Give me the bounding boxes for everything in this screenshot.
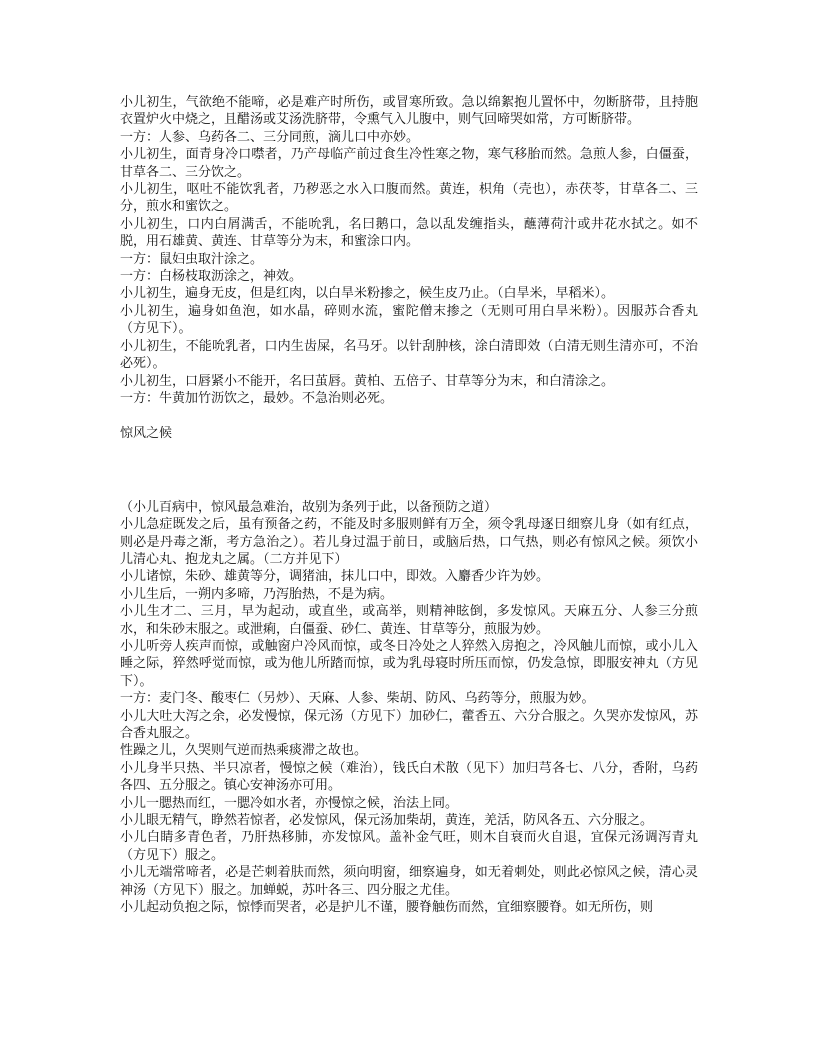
paragraph: 一方：白杨枝取沥涂之，神效。 bbox=[120, 269, 303, 285]
paragraph: 小儿生才二、三月，早为起动，或直坐，或高举，则精神眩倒，多发惊风。天麻五分、人参三分煎水，和朱砂末服之。或泄痢，白僵蚕、砂仁、黄连、甘草等分，煎服为妙。 bbox=[120, 604, 698, 637]
paragraph: 小儿起动负抱之际，惊悸而哭者，必是护儿不谨，腰脊触伤而然，宜细察腰脊。如无所伤，则 bbox=[120, 900, 654, 916]
paragraph: 小儿无端常啼者，必是芒刺着肤而然，须向明窗，细察遍身，如无着刺处，则此必惊风之候，清心灵神汤（方见下）服之。加蝉蜕，苏叶各三、四分服之尤佳。 bbox=[120, 865, 698, 898]
paragraph: 一方：人参、乌药各二、三分同煎，滴儿口中亦妙。 bbox=[120, 129, 420, 145]
paragraph: 小儿急症既发之后，虽有预备之药，不能及时多服则鲜有万全，须令乳母逐日细察儿身（如有红点，则必是丹毒之渐，考方急治之）。若儿身过温于前日，或脑后热，口气热，则必有惊风之候。须饮小儿清心丸、抱龙丸之属。（二方并见下） bbox=[120, 517, 698, 567]
paragraph: 小儿初生，呕吐不能饮乳者，乃秽恶之水入口腹而然。黄连，枳角（壳也），赤茯苓，甘草各二、三分，煎水和蜜饮之。 bbox=[120, 182, 698, 215]
document-page bbox=[120, 94, 698, 916]
paragraph: 小儿听旁人疾声而惊，或触窗户冷风而惊，或冬日冷处之人猝然入房抱之，冷风触儿而惊，或小儿入睡之际，猝然呼觉而惊，或为他儿所踏而惊，或为乳母寝时所压而惊，仍发急惊，即服安神丸（方见下）。 bbox=[120, 638, 698, 689]
paragraph: 小儿一腮热而红，一腮冷如水者，亦慢惊之候，治法上同。 bbox=[120, 795, 459, 811]
paragraph: 小儿白睛多青色者，乃肝热移肺，亦发惊风。盖补金气旺，则木自衰而火自退，宜保元汤调泻青丸（方见下）服之。 bbox=[120, 830, 698, 863]
paragraph: 小儿诸惊，朱砂、雄黄等分，调猪油，抹儿口中，即效。入麝香少许为妙。 bbox=[120, 569, 550, 585]
paragraph: 小儿眼无精气，睁然若惊者，必发惊风，保元汤加柴胡，黄连，羌活，防风各五、六分服之。 bbox=[120, 813, 654, 829]
paragraph: 小儿初生，气欲绝不能啼，必是难产时所伤，或冒寒所致。急以绵絮抱儿置怀中，勿断脐带，且持胞衣置炉火中烧之，且醋汤或艾汤洗脐带，令熏气入儿腹中，则气回啼哭如常，方可断脐带。 bbox=[120, 95, 698, 128]
paragraph: 小儿生后，一朔内多啼，乃泻胎热，不是为病。 bbox=[120, 586, 394, 602]
paragraph: 一方：牛黄加竹沥饮之，最妙。不急治则必死。 bbox=[120, 390, 394, 406]
paragraph: 性躁之儿，久哭则气逆而热乘痰滞之故也。 bbox=[120, 743, 368, 759]
paragraph: 一方：麦门冬、酸枣仁（另炒）、天麻、人参、柴胡、防风、乌药等分，煎服为妙。 bbox=[120, 691, 595, 707]
paragraph: 小儿初生，口唇紧小不能开，名曰茧唇。黄柏、五倍子、甘草等分为末，和白清涂之。 bbox=[120, 373, 615, 389]
paragraph: 小儿大吐大泻之余，必发慢惊，保元汤（方见下）加砂仁，藿香五、六分合服之。久哭亦发惊风，苏合香丸服之。 bbox=[120, 708, 698, 741]
paragraph: 小儿初生，遍身无皮，但是红肉，以白旱米粉掺之，候生皮乃止。（白旱米，早稻米）。 bbox=[120, 286, 615, 302]
paragraph: 小儿身半只热、半只凉者，慢惊之候（难治），钱氏白术散（见下）加归芎各七、八分，香附，乌药各四、五分服之。镇心安神汤亦可用。 bbox=[120, 760, 698, 794]
paragraph: 小儿初生，面青身冷口噤者，乃产母临产前过食生冷性寒之物，寒气移胎而然。急煎人参，白僵蚕，甘草各二、三分饮之。 bbox=[120, 147, 698, 180]
paragraph: 小儿初生，遍身如鱼泡，如水晶，碎则水流，蜜陀僧末掺之（无则可用白旱米粉）。因服苏合香丸（方见下）。 bbox=[120, 303, 698, 337]
paragraph: 小儿初生，口内白屑满舌，不能吮乳，名曰鹅口，急以乱发缠指头，蘸薄荷汁或井花水拭之。如不脱，用石雄黄、黄连、甘草等分为末，和蜜涂口内。 bbox=[120, 216, 698, 250]
paragraph: 小儿初生，不能吮乳者，口内生齿屎，名马牙。以针刮肿核，涂白清即效（白清无则生清亦可，不治必死）。 bbox=[120, 338, 698, 372]
section-heading: 惊风之候 bbox=[120, 426, 173, 442]
paragraph: 一方：鼠妇虫取汁涂之。 bbox=[120, 251, 264, 267]
paragraph: （小儿百病中，惊风最急难治，故别为条列于此，以备预防之道） bbox=[120, 499, 498, 515]
